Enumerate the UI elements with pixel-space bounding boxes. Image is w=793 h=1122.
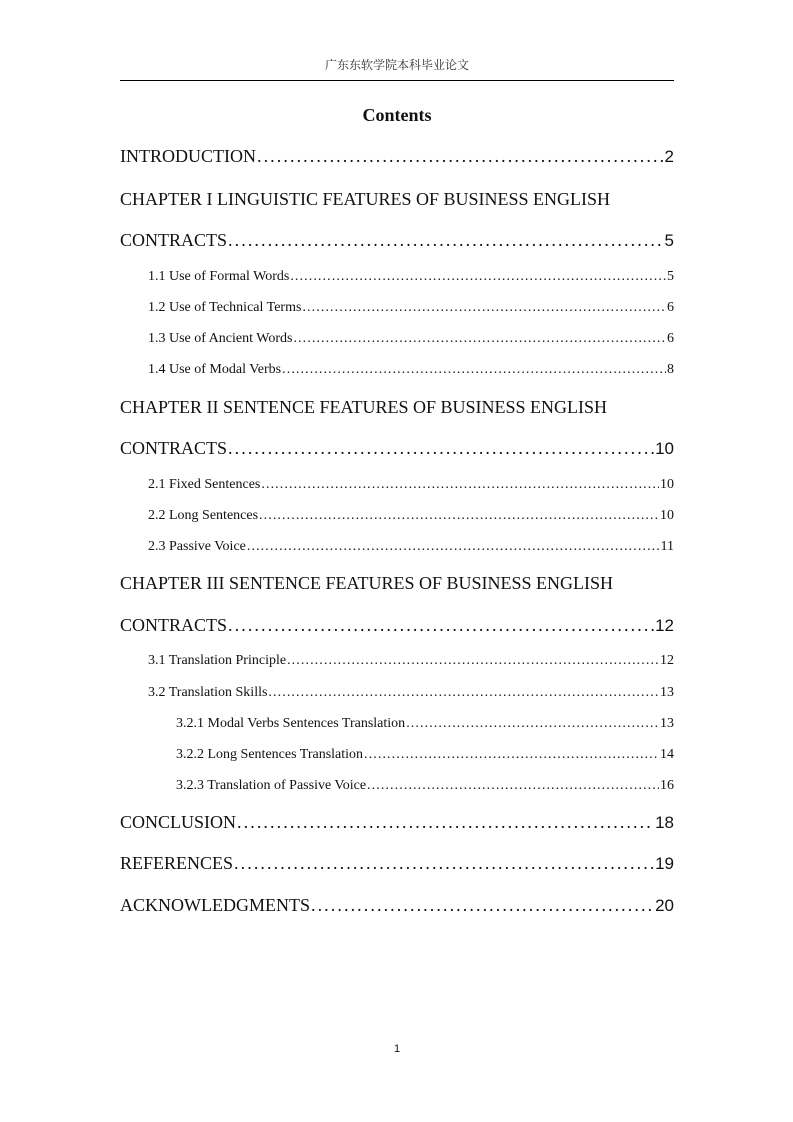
toc-entry-label: CONTRACTS [120, 230, 228, 250]
dot-leader [367, 778, 659, 794]
toc-entry-label: 1.1 Use of Formal Words [148, 269, 290, 284]
toc-entry-label: 3.2.2 Long Sentences Translation [176, 747, 364, 762]
toc-entry-label: 1.4 Use of Modal Verbs [148, 362, 282, 377]
toc-entry-conclusion[interactable] [120, 812, 674, 833]
toc-entry-page: 19 [655, 854, 674, 873]
toc-entry-subsection[interactable] [176, 716, 674, 732]
toc-entry-acknowledgments[interactable] [120, 895, 674, 916]
dot-leader [228, 230, 664, 251]
dot-leader [311, 895, 654, 916]
dot-leader [261, 477, 659, 493]
toc-entry-label: 2.2 Long Sentences [148, 508, 259, 523]
toc-entry-page: 12 [660, 653, 674, 668]
toc-entry-label: 2.3 Passive Voice [148, 539, 246, 554]
page-number: 1 [393, 1043, 401, 1055]
dot-leader [268, 685, 659, 701]
toc-chapter3-title[interactable]: CHAPTER III SENTENCE FEATURES OF BUSINESS ENGLISH [120, 573, 614, 593]
dot-leader [293, 331, 666, 347]
toc-entry-page: 16 [660, 778, 674, 793]
dot-leader [287, 653, 659, 669]
toc-entry-page: 11 [660, 539, 674, 554]
toc-entry-introduction[interactable] [120, 146, 674, 167]
toc-entry-section[interactable] [148, 362, 674, 378]
toc-entry-section[interactable] [148, 508, 674, 524]
toc-entry-section[interactable] [148, 653, 674, 669]
toc-entry-section[interactable] [148, 539, 674, 555]
dot-leader [282, 362, 666, 378]
toc-entry-label: ACKNOWLEDGMENTS [120, 895, 310, 915]
toc-entry-label: CONTRACTS [120, 438, 228, 458]
dot-leader [290, 269, 666, 285]
dot-leader [302, 300, 666, 316]
toc-entry-label: REFERENCES [120, 853, 234, 873]
header-divider [120, 80, 674, 81]
dot-leader [228, 615, 654, 636]
dot-leader [234, 853, 654, 874]
toc-entry-section[interactable] [148, 269, 674, 285]
toc-entry-chapter1[interactable] [120, 230, 674, 251]
toc-entry-label: 3.1 Translation Principle [148, 653, 287, 668]
dot-leader [259, 508, 659, 524]
dot-leader [406, 716, 659, 732]
toc-entry-page: 13 [660, 685, 674, 700]
toc-entry-page: 20 [655, 896, 674, 915]
toc-entry-page: 2 [664, 147, 674, 166]
toc-chapter1-title[interactable]: CHAPTER I LINGUISTIC FEATURES OF BUSINESS ENGLISH [120, 189, 611, 209]
toc-entry-page: 10 [660, 477, 674, 492]
toc-entry-page: 10 [660, 508, 674, 523]
toc-entry-label: 3.2.1 Modal Verbs Sentences Translation [176, 716, 406, 731]
toc-entry-label: INTRODUCTION [120, 146, 256, 166]
toc-entry-label: CONTRACTS [120, 615, 228, 635]
toc-entry-label: 2.1 Fixed Sentences [148, 477, 261, 492]
dot-leader [228, 438, 654, 459]
toc-entry-subsection[interactable] [176, 778, 674, 794]
toc-entry-page: 10 [655, 439, 674, 458]
toc-chapter2-title[interactable]: CHAPTER II SENTENCE FEATURES OF BUSINESS ENGLISH [120, 397, 608, 417]
toc-entry-page: 18 [655, 813, 674, 832]
toc-entry-label: 3.2.3 Translation of Passive Voice [176, 778, 367, 793]
toc-entry-subsection[interactable] [176, 747, 674, 763]
toc-entry-label: CONCLUSION [120, 812, 237, 832]
toc-entry-section[interactable] [148, 477, 674, 493]
toc-entry-page: 5 [667, 269, 674, 284]
page-header: 广东东软学院本科毕业论文 [324, 58, 469, 72]
toc-entry-section[interactable] [148, 331, 674, 347]
toc-entry-page: 8 [667, 362, 674, 377]
page-title: Contents [362, 105, 432, 125]
dot-leader [257, 146, 664, 167]
toc-entry-chapter2[interactable] [120, 438, 674, 459]
dot-leader [364, 747, 659, 763]
toc-entry-page: 5 [664, 231, 674, 250]
toc-entry-page: 14 [660, 747, 674, 762]
dot-leader [237, 812, 654, 833]
dot-leader [247, 539, 660, 555]
toc-entry-chapter3[interactable] [120, 615, 674, 636]
toc-entry-section[interactable] [148, 300, 674, 316]
toc-entry-page: 12 [655, 616, 674, 635]
toc-entry-section[interactable] [148, 685, 674, 701]
toc-entry-label: 1.2 Use of Technical Terms [148, 300, 302, 315]
toc-entry-label: 3.2 Translation Skills [148, 685, 268, 700]
toc-entry-page: 6 [667, 300, 674, 315]
toc-entry-page: 6 [667, 331, 674, 346]
toc-entry-label: 1.3 Use of Ancient Words [148, 331, 293, 346]
toc-entry-page: 13 [660, 716, 674, 731]
toc-entry-references[interactable] [120, 853, 674, 874]
